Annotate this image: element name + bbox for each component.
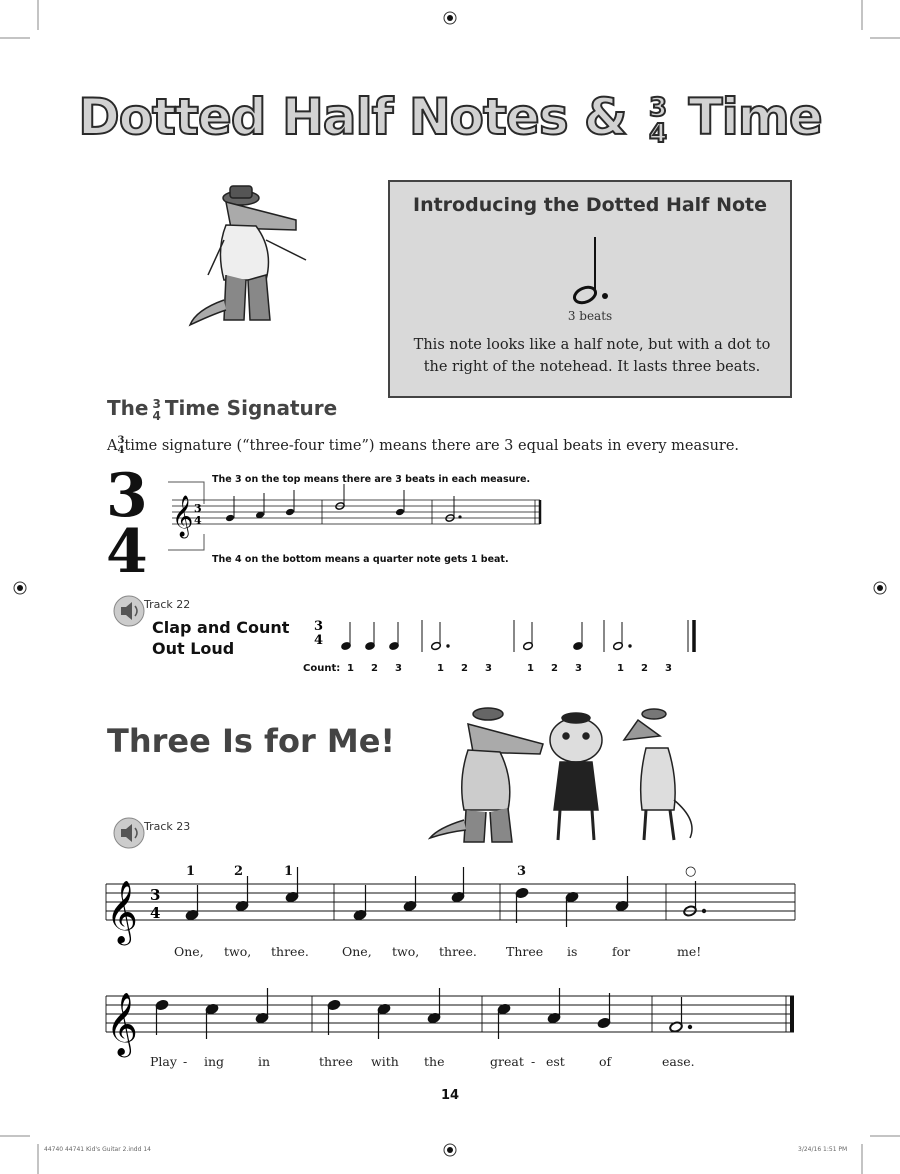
count-7: 1 bbox=[527, 663, 534, 674]
title-text-before: Dotted Half Notes & bbox=[78, 88, 644, 146]
count-4: 1 bbox=[437, 663, 444, 674]
slug-date: 3/24/16 1:51 PM bbox=[798, 1146, 848, 1153]
slug-file: 44740 44741 Kid's Guitar 2.indd 14 bbox=[44, 1146, 151, 1153]
lyric-2-2: - bbox=[183, 1054, 188, 1069]
fingering-4: 3 bbox=[517, 864, 527, 879]
registration-mark-bottom bbox=[444, 1144, 456, 1156]
count-label: Count: bbox=[303, 663, 341, 674]
speaker-icon-track-23[interactable] bbox=[112, 816, 146, 850]
count-10: 1 bbox=[617, 663, 624, 674]
top-number-note: The 3 on the top means there are 3 beats in each measure. bbox=[212, 474, 531, 485]
lyric-2-1: Play bbox=[150, 1054, 177, 1069]
title-time-signature: 3 4 bbox=[649, 92, 667, 149]
fingering-2: 2 bbox=[234, 864, 244, 879]
lyric-2-3: ing bbox=[204, 1054, 225, 1069]
dotted-half-note-symbol bbox=[560, 232, 620, 307]
svg-text:4: 4 bbox=[194, 514, 202, 527]
count-8: 2 bbox=[551, 663, 558, 674]
lyric-1-7: Three bbox=[506, 944, 544, 959]
count-5: 2 bbox=[461, 663, 468, 674]
big-time-sig-top: 3 bbox=[106, 461, 148, 531]
lyric-1-3: three. bbox=[271, 944, 309, 959]
svg-text:3: 3 bbox=[314, 619, 324, 634]
treble-clef-icon: 𝄞 bbox=[172, 496, 194, 537]
speaker-icon[interactable] bbox=[112, 594, 146, 628]
lyric-2-10: est bbox=[546, 1054, 565, 1069]
intro-dotted-half-note-box bbox=[388, 180, 792, 398]
lyric-2-7: the bbox=[424, 1054, 445, 1069]
clap-line-1: Clap and Count bbox=[152, 618, 290, 637]
lyric-1-2: two, bbox=[224, 944, 252, 959]
lyric-2-11: of bbox=[599, 1054, 612, 1069]
fingering-1: 1 bbox=[186, 864, 196, 879]
alligator-illustration bbox=[186, 180, 316, 335]
count-3: 3 bbox=[395, 663, 402, 674]
beats-label: 3 beats bbox=[567, 309, 613, 323]
song-staff-2 bbox=[100, 972, 800, 1062]
lyric-2-6: with bbox=[371, 1054, 399, 1069]
page-number: 14 bbox=[440, 1088, 460, 1103]
big-time-sig-bottom: 4 bbox=[106, 517, 148, 587]
track-22-label: Track 22 bbox=[144, 598, 191, 611]
count-1: 1 bbox=[347, 663, 354, 674]
treble-clef-icon: 𝄞 bbox=[106, 880, 138, 943]
treble-clef-icon: 𝄞 bbox=[106, 992, 138, 1055]
lyric-1-8: is bbox=[567, 944, 578, 959]
lyric-2-8: great bbox=[490, 1054, 524, 1069]
lyric-2-5: three bbox=[319, 1054, 353, 1069]
lyric-1-6: three. bbox=[439, 944, 477, 959]
count-2: 2 bbox=[371, 663, 378, 674]
fingering-3: 1 bbox=[284, 864, 294, 879]
lyric-2-12: ease. bbox=[662, 1054, 695, 1069]
svg-text:4: 4 bbox=[150, 904, 161, 922]
intro-description: This note looks like a half note, but with a dot to the right of the notehead. It lasts three beats. bbox=[413, 337, 771, 375]
clap-line-2: Out Loud bbox=[152, 639, 235, 658]
lyric-2-9: - bbox=[531, 1054, 536, 1069]
time-signature-heading: The 3 4 Time Signature bbox=[107, 396, 338, 423]
svg-text:3: 3 bbox=[150, 886, 161, 904]
bottom-number-note: The 4 on the bottom means a quarter note gets 1 beat. bbox=[212, 554, 509, 565]
open-string-mark: ○ bbox=[685, 864, 697, 879]
title-text-after: Time bbox=[672, 88, 822, 146]
time-signature-description: A 3 4 time signature (“three-four time”) means there are 3 equal beats in every measure. bbox=[107, 435, 740, 456]
svg-text:3: 3 bbox=[194, 502, 202, 515]
song-title: Three Is for Me! bbox=[107, 722, 395, 760]
registration-mark-top bbox=[444, 12, 456, 24]
svg-text:4: 4 bbox=[314, 633, 324, 648]
count-6: 3 bbox=[485, 663, 492, 674]
intro-box-title: Introducing the Dotted Half Note bbox=[413, 194, 767, 216]
characters-illustration bbox=[428, 700, 718, 850]
lyric-1-9: for bbox=[612, 944, 631, 959]
count-12: 3 bbox=[665, 663, 672, 674]
rhythm-exercise bbox=[300, 606, 720, 684]
registration-mark-right bbox=[874, 582, 886, 594]
lyric-1-10: me! bbox=[677, 944, 702, 959]
count-9: 3 bbox=[575, 663, 582, 674]
count-11: 2 bbox=[641, 663, 648, 674]
lyric-1-5: two, bbox=[392, 944, 420, 959]
track-23-label: Track 23 bbox=[144, 820, 191, 833]
lyric-2-4: in bbox=[258, 1054, 271, 1069]
time-signature-demo-staff bbox=[160, 474, 550, 569]
registration-mark-left bbox=[14, 582, 26, 594]
lyric-1-4: One, bbox=[342, 944, 372, 959]
lyric-1-1: One, bbox=[174, 944, 204, 959]
